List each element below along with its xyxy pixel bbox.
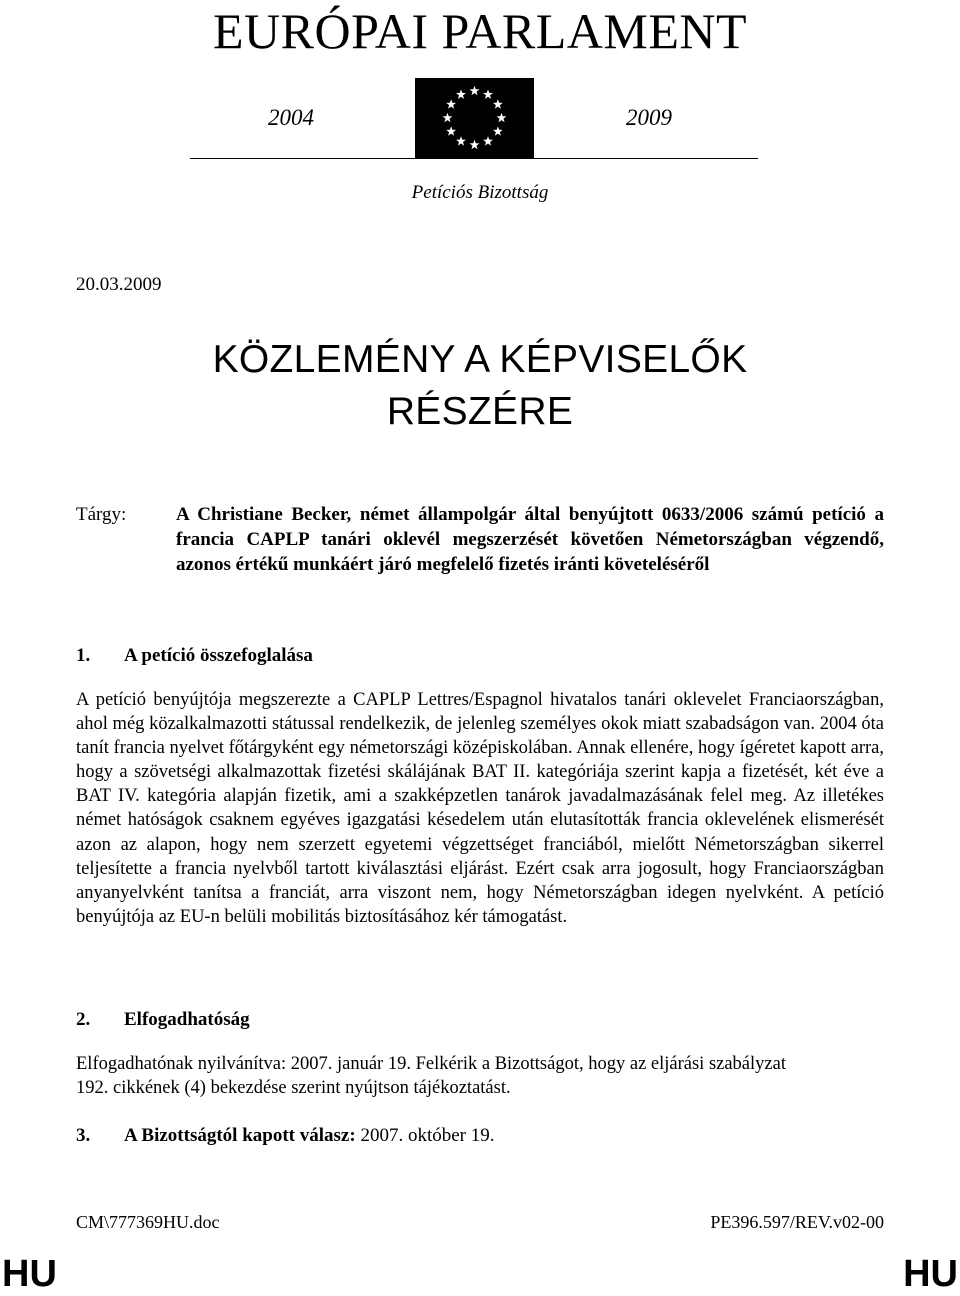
star-icon	[456, 89, 466, 98]
section-2-title: Elfogadhatóság	[124, 1009, 250, 1030]
star-icon	[456, 136, 466, 145]
page-heading-line2: RÉSZÉRE	[386, 390, 574, 433]
star-icon	[443, 113, 453, 122]
document-date: 20.03.2009	[76, 274, 162, 295]
section-2-body: Elfogadhatónak nyilvánítva: 2007. január 19. Felkérik a Bizottságot, hogy az eljárási szabályzat 192. cikkének (4) bekezdése szerint nyújtson tájékoztatást.	[76, 1054, 786, 1099]
page-heading-line1: KÖZLEMÉNY A KÉPVISELŐK	[212, 338, 748, 381]
section-1-number: 1.	[76, 645, 91, 666]
star-icon	[483, 89, 493, 98]
language-code-right: HU	[903, 1253, 958, 1295]
section-3-number: 3.	[76, 1125, 91, 1146]
star-icon	[446, 99, 456, 108]
year-start: 2004	[268, 105, 314, 130]
section-1-title: A petíció összefoglalása	[124, 645, 313, 666]
committee-name: Petíciós Bizottság	[411, 182, 549, 203]
star-icon	[470, 86, 480, 95]
section-1-body: A petíció benyújtója megszerezte a CAPLP Lettres/Espagnol hivatalos tanári oklevelet Franciaországban, ahol még közalkalmazotti státussal rendelkezik, de jelenleg személyes okok miatt szabadságon van. 2004 óta tanít francia nyelvet főtárgyként egy németországi középiskolában. Annak ellenére, hogy ígéretet kapott arra, hogy a szövetségi alkalmazottak fizetési skálájának BAT II. kategóriája szerint kapja a fizetését, két éve a BAT IV. kategória alapján fizetik, ami a szakképzetlen tanárok javadalmazásának felel meg. Az illetékes német hatóságok csaknem egyéves igazgatási késedelem után elutasították francia oklevelének elismerését azon az alapon, hogy nem szerzett egyetemi végzettséget franciából, mielőtt Németországban sikerrel teljesítette a francia nyelvből tartott kiválasztási eljárást. Ezért csak arra jogosult, hogy Franciaországban anyanyelvként tanítsa a franciát, arra viszont nem, hogy Németországban idegen nyelvként. A petíció benyújtója az EU-n belüli mobilitás biztosításához kér támogatást.	[76, 690, 884, 927]
year-end: 2009	[626, 105, 672, 130]
section-2-number: 2.	[76, 1009, 91, 1030]
section-3-title: A Bizottságtól kapott válasz:	[124, 1125, 356, 1146]
doc-reference: CM\777369HU.doc	[76, 1212, 220, 1232]
header-divider	[190, 158, 758, 159]
star-icon	[493, 99, 503, 108]
section-3-date: 2007. október 19.	[355, 1125, 495, 1146]
subject-label: Tárgy:	[76, 504, 127, 525]
section-3-heading	[76, 1123, 494, 1148]
page-heading	[100, 334, 860, 438]
section-1-heading	[76, 643, 313, 668]
document-title: EURÓPAI PARLAMENT	[212, 3, 748, 59]
star-icon	[493, 126, 503, 135]
star-icon	[483, 136, 493, 145]
star-icon	[446, 126, 456, 135]
star-icon	[497, 113, 507, 122]
subject-text: A Christiane Becker, német állampolgár által benyújtott 0633/2006 számú petíció a francia CAPLP tanári oklevél megszerzését követően Németországban végzendő, azonos értékű munkáért járó megfelelő fizetés iránti követeléséről	[176, 504, 884, 575]
pe-reference: PE396.597/REV.v02-00	[710, 1212, 884, 1232]
language-code-left: HU	[2, 1253, 57, 1295]
eu-flag-icon	[415, 78, 534, 158]
section-2-heading	[76, 1007, 250, 1032]
star-icon	[470, 140, 480, 149]
